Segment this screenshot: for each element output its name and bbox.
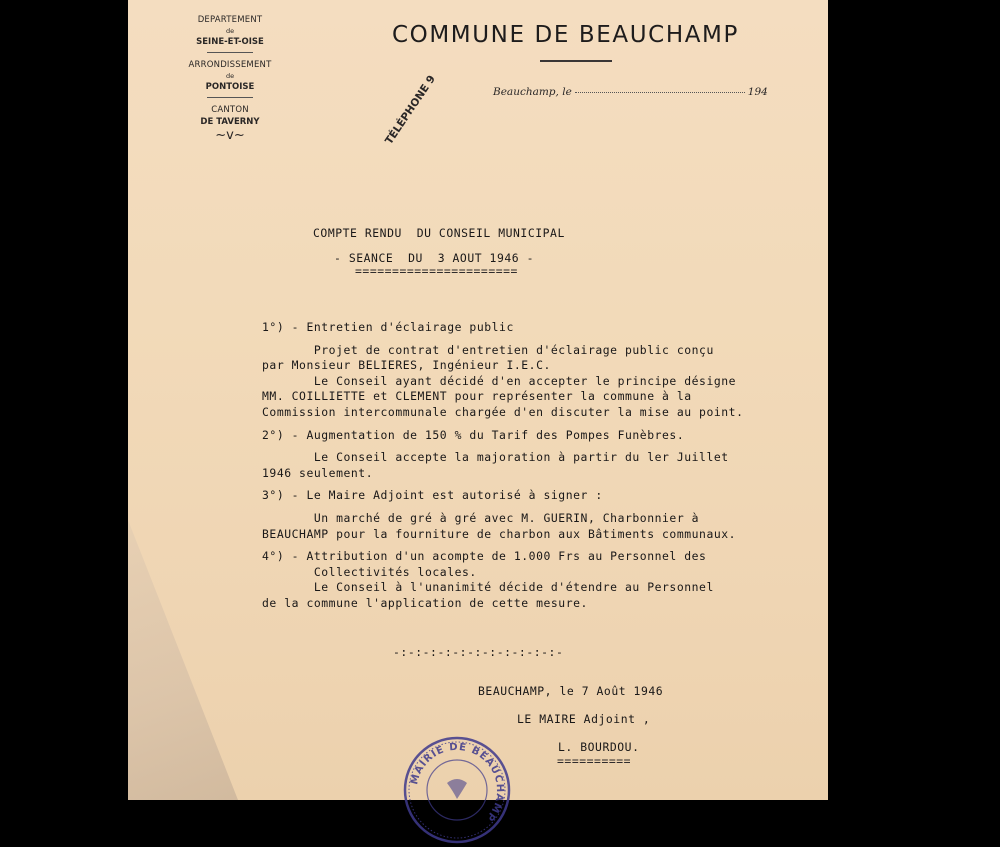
telephone-stamp: TÉLÉPHONE 9 [383,73,438,147]
minutes-line: Le Conseil accepte la majoration à partir du ler Juillet [262,450,729,465]
minutes-body [262,320,744,612]
blank-line [262,421,744,428]
section-separator: -:-:-:-:-:-:-:-:-:-:-:- [393,645,564,659]
session-heading: - SEANCE DU 3 AOUT 1946 - [334,251,535,265]
blank-line [262,481,744,488]
minutes-line: 2°) - Augmentation de 150 % du Tarif des Pompes Funèbres. [262,427,685,442]
minutes-line: Commission intercommunale chargée d'en discuter la mise au point. [262,404,744,419]
commune-title: COMMUNE DE BEAUCHAMP [392,22,739,48]
minutes-line: Le Conseil à l'unanimité décide d'étendre au Personnel [262,580,714,595]
de-label-2: de [225,72,235,80]
minutes-line: Collectivités locales. [262,564,477,579]
departement-name: SEINE-ET-OISE [196,37,264,47]
signature-underline: ========== [557,754,632,768]
minutes-line: BEAUCHAMP pour la fourniture de charbon aux Bâtiments communaux. [262,526,737,541]
blank-line [262,336,744,343]
minutes-line: Le Conseil ayant décidé d'en accepter le principe désigne [262,373,737,388]
canton-label: CANTON [211,105,249,115]
minutes-line: MM. COILLIETTE et CLEMENT pour représenter la commune à la [262,389,692,404]
de-label-1: de [225,27,235,35]
dateline-year: 194 [747,86,768,98]
administrative-header [172,14,288,142]
departement-label: DEPARTEMENT [197,15,263,25]
minutes-line: 4°) - Attribution d'un acompte de 1.000 Frs au Personnel des [262,549,707,564]
arrondissement-name: PONTOISE [205,82,255,92]
flourish-ornament: ~v~ [215,128,245,143]
blank-line [262,443,744,450]
closing-role: LE MAIRE Adjoint , [517,712,651,726]
header-divider [207,97,253,98]
closing-place-date: BEAUCHAMP, le 7 Août 1946 [478,684,664,698]
dateline-prefix: Beauchamp, le [493,86,572,98]
title-underline [540,60,612,62]
canton-name: DE TAVERNY [200,117,260,127]
minutes-line: par Monsieur BELIERES, Ingénieur I.E.C. [262,358,551,373]
document-title: COMPTE RENDU DU CONSEIL MUNICIPAL [313,226,565,240]
dateline [493,86,773,98]
minutes-line: de la commune l'application de cette mesure. [262,595,588,610]
stamp-text: MAIRIE DE BEAUCHAMP [409,741,506,824]
header-divider [207,52,253,53]
blank-line [262,504,744,511]
minutes-line: Un marché de gré à gré avec M. GUERIN, Charbonnier à [262,510,700,525]
minutes-line: Projet de contrat d'entretien d'éclairage public conçu [262,342,714,357]
dateline-blank [575,92,745,93]
blank-line [262,542,744,549]
mairie-stamp [400,733,514,847]
session-underline: ====================== [355,264,518,278]
signatory-name: L. BOURDOU. [558,740,640,754]
stamp-emblem [447,779,467,799]
minutes-line: 3°) - Le Maire Adjoint est autorisé à signer : [262,488,603,503]
minutes-line: 1°) - Entretien d'éclairage public [262,320,514,334]
minutes-line: 1946 seulement. [262,465,374,480]
arrondissement-label: ARRONDISSEMENT [188,60,272,70]
